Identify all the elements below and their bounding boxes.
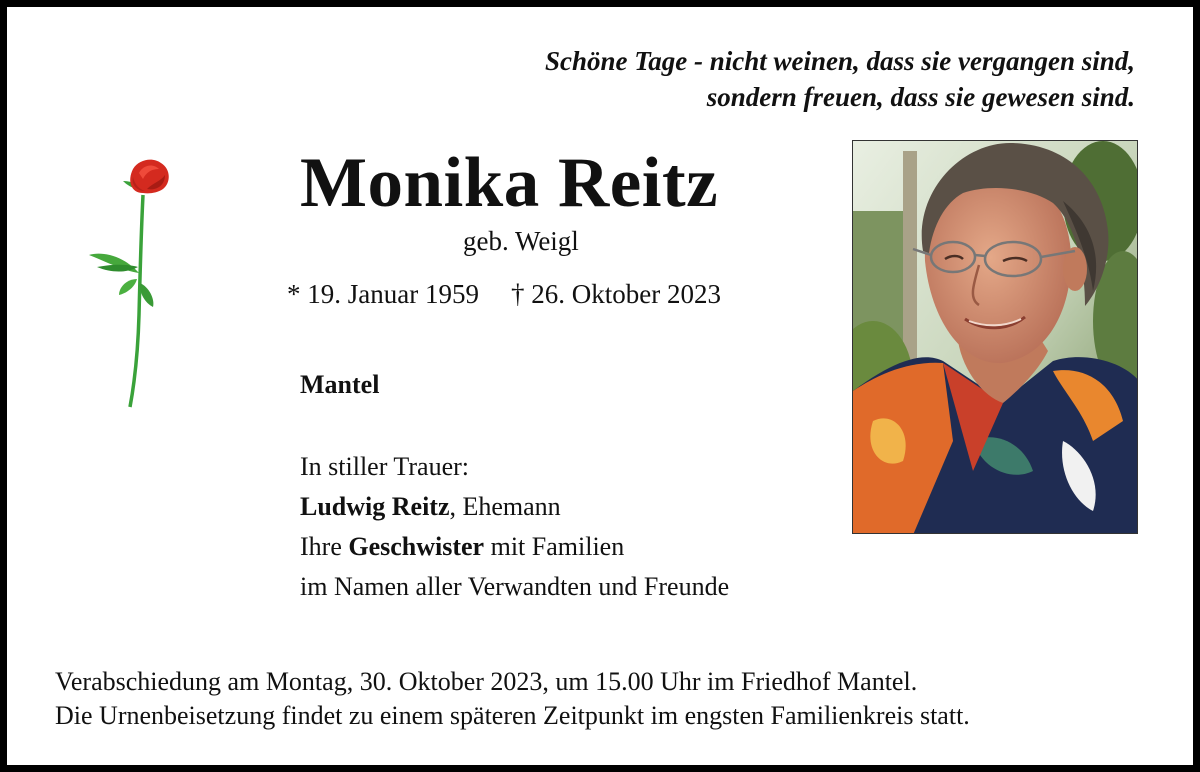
mourners-list [300, 447, 729, 607]
maiden-name: geb. Weigl [463, 226, 579, 256]
siblings-suffix: mit Familien [484, 532, 625, 561]
spouse-role: , Ehemann [449, 492, 561, 521]
deceased-name: Monika Reitz [300, 144, 719, 222]
quote-line-1: Schöne Tage - nicht weinen, dass sie vergangen sind, [544, 46, 1135, 76]
siblings-prefix: Ihre [300, 532, 349, 561]
siblings-label: Geschwister [348, 532, 485, 561]
rose-icon [83, 155, 193, 415]
quote-line-2: sondern freuen, dass sie gewesen sind. [706, 82, 1135, 112]
ceremony-details [55, 665, 970, 733]
life-dates [287, 277, 721, 311]
urn-burial-info: Die Urnenbeisetzung findet zu einem späteren Zeitpunkt im engsten Familienkreis statt. [55, 701, 970, 730]
farewell-info: Verabschiedung am Montag, 30. Oktober 2023, um 15.00 Uhr im Friedhof Mantel. [55, 667, 918, 696]
mourner-spouse [300, 487, 729, 527]
spouse-name: Ludwig Reitz [300, 492, 450, 521]
birth-date: * 19. Januar 1959 [287, 279, 479, 309]
death-date: † 26. Oktober 2023 [510, 279, 721, 309]
mourner-others: im Namen aller Verwandten und Freunde [300, 572, 730, 601]
portrait-photo [852, 140, 1138, 534]
hometown: Mantel [300, 370, 380, 399]
mourners-intro: In stiller Trauer: [300, 452, 469, 481]
memorial-quote [545, 43, 1135, 115]
mourner-siblings [300, 527, 729, 567]
